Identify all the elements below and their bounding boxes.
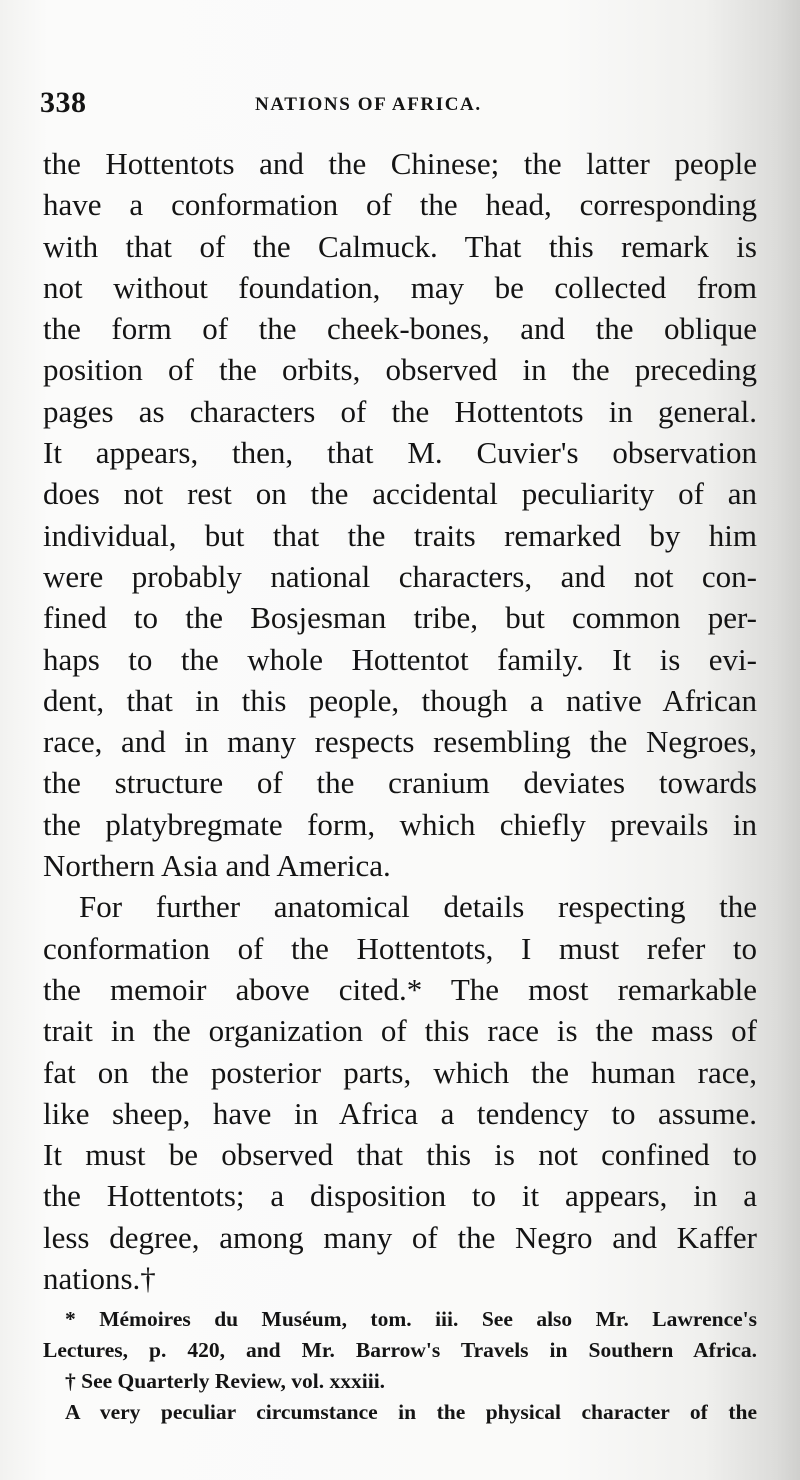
- text-line: conformation of the Hottentots, I must refer to: [43, 930, 757, 966]
- footnote-line: † See Quarterly Review, vol. xxxiii.: [65, 1369, 386, 1393]
- page-header: [40, 86, 760, 126]
- text-line: with that of the Calmuck. That this remark is: [43, 228, 757, 264]
- text-line: the Hottentots and the Chinese; the latter people: [43, 146, 757, 181]
- text-line: individual, but that the traits remarked by him: [43, 517, 757, 553]
- paragraph-start-line: For further anatomical details respecting the: [79, 889, 757, 925]
- text-line: haps to the whole Hottentot family. It is evi-: [43, 641, 757, 677]
- footnote-line: * Mémoires du Muséum, tom. iii. See also Mr. Lawrence's: [65, 1307, 757, 1331]
- text-line: fat on the posterior parts, which the human race,: [43, 1054, 757, 1090]
- text-line: like sheep, have in Africa a tendency to assume.: [43, 1095, 757, 1131]
- text-line: the form of the cheek-bones, and the oblique: [43, 311, 757, 347]
- text-line: trait in the organization of this race is the mass of: [43, 1013, 757, 1049]
- paragraph-end-line: nations.†: [43, 1261, 156, 1297]
- running-head: NATIONS OF AFRICA.: [255, 94, 482, 115]
- main-text: [43, 143, 757, 1299]
- paragraph-end-line: Northern Asia and America.: [43, 848, 391, 884]
- text-line: race, and in many respects resembling the Negroes,: [43, 724, 757, 760]
- text-line: does not rest on the accidental peculiarity of an: [43, 476, 757, 512]
- text-line: have a conformation of the head, corresponding: [43, 187, 757, 223]
- text-line: pages as characters of the Hottentots in general.: [43, 393, 757, 429]
- footnote-line: Lectures, p. 420, and Mr. Barrow's Travels in Southern Africa.: [43, 1338, 757, 1362]
- text-line: It appears, then, that M. Cuvier's observation: [43, 435, 757, 471]
- text-line: less degree, among many of the Negro and Kaffer: [43, 1219, 757, 1255]
- text-line: the platybregmate form, which chiefly prevails in: [43, 806, 757, 842]
- text-line: the Hottentots; a disposition to it appears, in a: [43, 1178, 757, 1214]
- text-line: the structure of the cranium deviates towards: [43, 765, 757, 801]
- text-line: position of the orbits, observed in the preceding: [43, 352, 757, 388]
- text-line: It must be observed that this is not confined to: [43, 1137, 757, 1173]
- text-line: not without foundation, may be collected from: [43, 269, 757, 305]
- text-line: fined to the Bosjesman tribe, but common per-: [43, 600, 757, 636]
- text-line: were probably national characters, and not con-: [43, 558, 757, 594]
- text-line: dent, that in this people, though a native African: [43, 682, 757, 718]
- footnote-line: A very peculiar circumstance in the physical character of the: [65, 1400, 757, 1424]
- page-number: 338: [40, 86, 87, 119]
- footnotes: [43, 1304, 757, 1428]
- text-line: the memoir above cited.* The most remarkable: [43, 971, 757, 1007]
